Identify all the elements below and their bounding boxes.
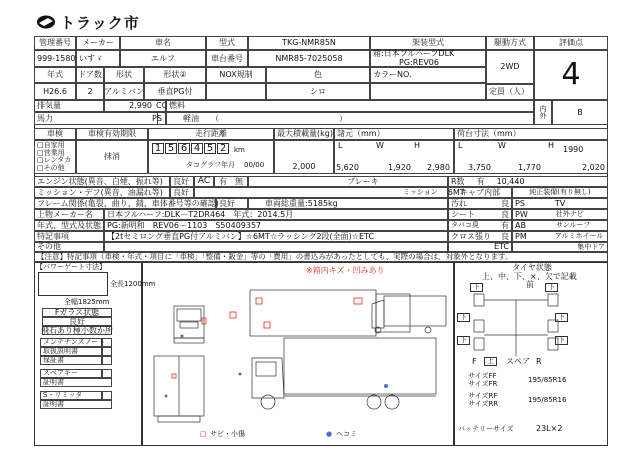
rear-size-value: 195/85R16 <box>528 396 567 404</box>
spare-f-value: 上 <box>484 357 497 366</box>
nenryo-value: 軽油 <box>183 113 199 123</box>
odometer-digit: 1 <box>152 143 164 154</box>
maint-label: メンテナンスノート <box>40 338 102 347</box>
jousou-value: 日本フルハーフ:DLK－T2DR464 年式：2014.5月 <box>104 209 448 220</box>
nidai-H-label: H <box>548 141 555 150</box>
tire-fl-value: 下 <box>470 283 483 292</box>
tobiishi-label: 飛石あり極小数か所 <box>41 325 113 335</box>
size-rr-label: サイズRR <box>468 400 499 408</box>
nidai-W-label: W <box>498 141 506 150</box>
shuuchu-item: 集中ドア <box>577 242 605 251</box>
maker-value: いすゞ <box>76 50 120 67</box>
kasou-value <box>370 50 486 67</box>
color-no-label: カラーNO. <box>370 67 486 83</box>
nidai-L-label: L <box>458 141 463 150</box>
battery-value: 23L×2 <box>536 424 563 433</box>
mission-type-label: ミッション <box>403 188 438 196</box>
shamei-value: エルフ <box>120 50 206 67</box>
seat-row <box>448 209 512 220</box>
odometer-unit: km <box>234 146 245 154</box>
odometer-digit: 5 <box>204 143 216 154</box>
haiki-value: 2,990 <box>104 100 154 112</box>
sonota-label: その他 <box>34 242 104 252</box>
keijo-value: アルミバン <box>104 83 144 100</box>
r-value: 10,440 <box>496 176 525 186</box>
junsei-label: 純正装備(有り無し) <box>512 187 608 198</box>
saidai-label: 最大積載量(kg) <box>274 128 334 140</box>
odometer-digit: 5 <box>165 143 177 154</box>
door-label: ドア数 <box>76 67 104 83</box>
shokei-W-value: 1,920 <box>388 163 411 172</box>
door-value: 2 <box>76 83 104 100</box>
paren-open: （ <box>211 113 219 123</box>
s-limiter-label: S・リミッタ <box>40 391 102 400</box>
sokou-label: 走行距離 <box>148 128 274 140</box>
shaken-opt-1: □自家用 <box>37 141 65 150</box>
tacho-value: 00/00 <box>244 161 265 169</box>
kanri-value: 999-1580 <box>34 50 76 67</box>
shaken-value: 抹消 <box>76 140 148 174</box>
size-fr-label: サイズFR <box>468 380 498 388</box>
nenryo-label: 燃料 <box>166 100 534 112</box>
ac-value <box>214 176 248 187</box>
odometer-digit: 6 <box>178 143 190 154</box>
tokki-value: 【2tセミロング垂直PG付アルミバン】☆6MT☆ラッシング2段(全面)☆ETC <box>104 231 448 242</box>
tv-item: TV <box>554 198 566 208</box>
cab-label: キャブ内部 <box>448 187 512 198</box>
mission-type-cell <box>194 187 465 198</box>
nidai-label: 荷台寸法（mm） <box>454 128 608 140</box>
spare-key-shoumei: 証明書 <box>40 378 112 387</box>
kasou-value-2: PG:REV06 <box>399 58 439 67</box>
spare-key-checkbox[interactable] <box>102 369 112 378</box>
iro-value: シロ <box>266 83 370 100</box>
logo-text: トラック市 <box>60 13 140 32</box>
yogore-row <box>448 198 512 209</box>
color-no-value <box>370 83 486 100</box>
keijo2-value: 垂直PG付 <box>144 83 206 100</box>
tire-title: タイヤ状態 <box>512 263 552 272</box>
mission-type-value: 6MT <box>447 187 465 197</box>
bariki-label: 馬力 <box>34 112 158 125</box>
nox-value <box>206 83 266 100</box>
ps-item: PS <box>515 198 525 208</box>
nox-label: NOX規制 <box>206 67 266 83</box>
ab-item: AB <box>515 220 526 230</box>
shaken-opt-4: □その他 <box>37 163 65 172</box>
engine-value: 良好 <box>170 176 194 187</box>
ac-ari: 有 <box>219 176 227 186</box>
truck-logo-icon <box>36 14 56 30</box>
haiki-unit: CC <box>156 101 168 110</box>
junsei-row-3 <box>512 220 608 231</box>
shaken-kigen-label: 車検有効期限 <box>76 128 148 140</box>
frame-value: 良好 <box>216 198 248 209</box>
maker-label: メーカー <box>76 36 120 50</box>
shokei-H-value: 2,980 <box>427 163 450 172</box>
tire-rl-inner-value: 下 <box>457 336 470 345</box>
shokei-label: 諸元（mm） <box>334 128 454 140</box>
pw-item: PW <box>515 209 528 219</box>
shokei-L-value: 5,620 <box>336 163 359 172</box>
seat-label: シート <box>451 209 475 219</box>
cross-value: 良 <box>501 231 509 241</box>
tire-rl-outer-value: 下 <box>457 313 470 322</box>
hoshou-checkbox[interactable] <box>102 356 112 365</box>
notice-text: 【注意】特記事項（車検・年式・項目に「車検」「整備・鈑金」等の「費用」の書込みがあったとしても、実際の場合は、対象外となります。 <box>34 252 608 262</box>
nidai-H-extra: 1990 <box>563 145 584 154</box>
shokei-L-label: L <box>338 141 343 150</box>
tire-subtitle: 上、中、下、×、欠で記載 <box>482 272 577 281</box>
odometer-digit: 2 <box>217 143 229 154</box>
nenryo-value-row <box>166 112 534 125</box>
katashiki-value: TKG-NMR85N <box>248 36 370 50</box>
tabako-row <box>448 220 512 231</box>
sonota-value <box>104 242 448 252</box>
naigai-top: 内 <box>539 104 547 113</box>
shokei-H-label: H <box>414 141 421 150</box>
kasou-value-1: 箱:日本フルハーフDLK <box>373 49 455 58</box>
teiin-label: 定員（人） <box>486 84 534 100</box>
r-cell <box>448 176 608 187</box>
manual-label: 取扱説明書 <box>40 347 102 356</box>
brake-cell <box>248 176 448 187</box>
shokei-W-label: W <box>376 141 384 150</box>
shamei-label: 車名 <box>120 36 206 50</box>
keijo-label: 形状 <box>104 67 144 83</box>
zencho-label: 全長1200mm <box>110 280 156 288</box>
nidai-W-value: 1,770 <box>518 163 541 172</box>
naigai-bottom: 外 <box>539 111 547 120</box>
sabi-mark-icon: □ <box>200 430 207 438</box>
kanri-label: 管理番号 <box>34 36 76 50</box>
shadai-value: NMR85-7025058 <box>248 50 370 67</box>
yogore-value: 良 <box>501 198 509 208</box>
spare-r-label: R <box>536 357 542 366</box>
manual-checkbox[interactable] <box>102 347 112 356</box>
company-logo <box>36 12 140 32</box>
odometer <box>152 143 245 154</box>
hekomi-mark-icon: ● <box>326 430 333 438</box>
kudou-label: 駆動方式 <box>486 36 534 50</box>
cross-label: クロス張り <box>451 231 491 241</box>
tire-fr-value: 下 <box>545 283 558 292</box>
truck-diagram-icon <box>144 276 452 428</box>
shaken-opt-2: □営業用 <box>37 148 65 157</box>
f-glass-value: 良好 <box>42 317 112 326</box>
s-limiter-shoumei: 証明書 <box>40 400 112 409</box>
hyouka-value: 4 <box>534 50 608 100</box>
naigai-label <box>534 100 552 125</box>
nidai-H-value: 2,020 <box>582 163 605 172</box>
mission-value: 良好 <box>170 187 194 198</box>
shadai-label: 車台番号 <box>206 50 248 67</box>
mission-label: ミッション・デフ(異音、油漏れ等) <box>34 187 170 198</box>
bariki-unit: PS <box>150 112 166 125</box>
paren-close: ） <box>339 113 347 123</box>
s-limiter-checkbox[interactable] <box>102 391 112 400</box>
tire-rr-inner-value: 下 <box>555 336 568 345</box>
r-yuu: 有 <box>476 176 485 186</box>
sabi-label: サビ・小傷 <box>210 430 245 438</box>
junsei-row-5 <box>512 242 608 252</box>
hekomi-label: ヘコミ <box>336 430 357 438</box>
cross-row <box>448 231 512 242</box>
junsei-row-2 <box>512 209 608 220</box>
pm-item: PM <box>515 231 527 241</box>
aluminum-item: アルミホイール <box>554 232 604 240</box>
nenshiki-jotai-label: 年式、型式及状態 <box>34 220 104 231</box>
nenshiki-label: 年式 <box>34 67 76 83</box>
ac-nashi: 無 <box>235 176 243 186</box>
zenhaba-label: 全幅1825mm <box>64 298 110 306</box>
kasou-label: 架装型式 <box>370 36 486 50</box>
sunroof-item: サンルーフ <box>555 221 591 229</box>
keijo2-label: 形状② <box>144 67 206 83</box>
jousou-label: 上物メーカー名 <box>34 209 104 220</box>
tire-mae: 前 <box>526 280 534 289</box>
power-gate-label: 【パワーゲート寸法】 <box>36 263 106 271</box>
ac-label: AC <box>194 176 214 187</box>
nidai-L-value: 3,750 <box>468 163 491 172</box>
frame-label: フレーム関係(亀裂、曲り、錆、車体番号等の確認) <box>34 198 216 209</box>
nenshiki-value: H26.6 <box>34 83 76 100</box>
hyouka-label: 評価点 <box>534 36 608 50</box>
junsei-row-1 <box>512 198 608 209</box>
etc-label: ETC <box>493 242 509 251</box>
saidai-value: 2,000 <box>274 140 334 174</box>
battery-label: バッテリーサイズ <box>458 425 514 433</box>
naigai-value: B <box>552 100 608 125</box>
shaken-options <box>34 140 76 174</box>
shaken-opt-3: □レンタカ <box>37 156 72 165</box>
hoshou-label: 保証書 <box>40 356 102 365</box>
nenshiki-jotai-value: PG:新明和 REV06－1103 S50409357 <box>104 220 448 231</box>
size-ff-label: サイズFF <box>468 372 497 380</box>
r-label: R数 <box>451 176 465 186</box>
power-gate-box <box>38 272 108 296</box>
tabako-label: タバコ臭 <box>451 221 479 229</box>
junsei-row-4 <box>512 231 608 242</box>
iro-label: 色 <box>266 67 370 83</box>
f-glass-label: Fガラス状態 <box>42 308 112 317</box>
spare-f-label: F <box>472 357 477 366</box>
etc-row <box>448 242 512 252</box>
odometer-digit: 4 <box>191 143 203 154</box>
yogore-label: 汚れ <box>451 198 467 208</box>
diagram-note: ※箱内キズ・凹みあり <box>306 266 385 275</box>
tabako-value: 有 <box>501 220 509 230</box>
sousha-label: 車両総重量:5185kg <box>265 198 338 208</box>
shaken-label: 車検 <box>34 128 76 140</box>
spare-key-label: スペアキー <box>40 369 102 378</box>
spare-label: スペア <box>506 357 530 366</box>
engine-label: エンジン状態(異音、白煙、振れ等) <box>34 176 170 187</box>
tacho-label: タコグラフ年月 <box>186 161 235 169</box>
brake-label: ブレーキ <box>347 176 379 186</box>
seat-value: 良 <box>501 209 509 219</box>
size-rf-label: サイズRF <box>468 392 498 400</box>
shagai-item: 社外ナビ <box>555 210 584 218</box>
tokki-label: 特記事項 <box>34 231 104 242</box>
katashiki-label: 型式 <box>206 36 248 50</box>
haiki-label: 排気量 <box>34 100 104 112</box>
kudou-value: 2WD <box>486 50 534 84</box>
maint-checkbox[interactable] <box>102 338 112 347</box>
sousha-cell <box>248 198 448 209</box>
front-size-value: 195/85R16 <box>528 376 567 384</box>
tire-rr-outer-value: 下 <box>555 313 568 322</box>
